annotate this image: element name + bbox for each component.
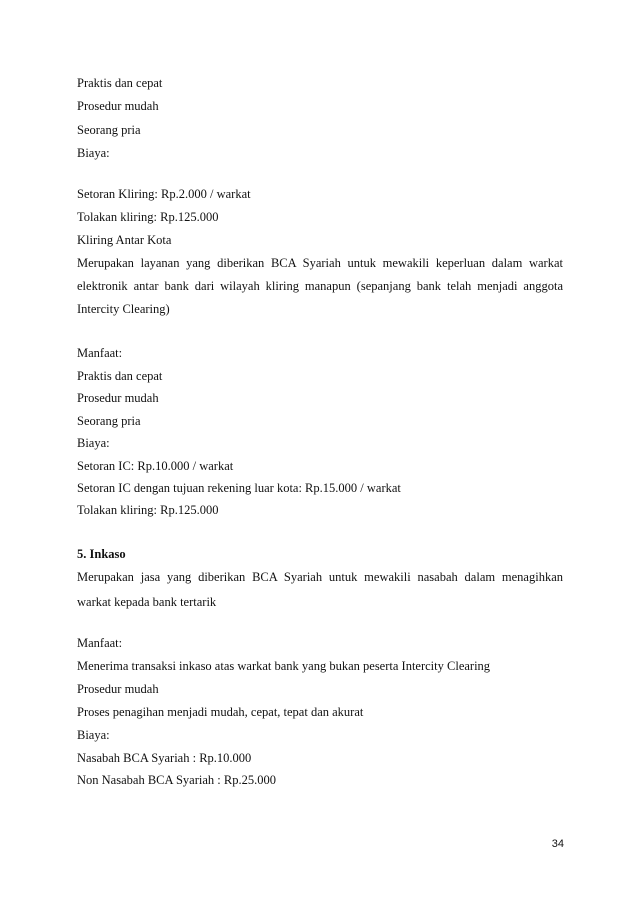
paragraph-line: Merupakan jasa yang diberikan BCA Syariah untuk mewakili nasabah dalam menagihkan: [77, 570, 563, 584]
text-line: Biaya:: [77, 146, 110, 160]
text-line: Proses penagihan menjadi mudah, cepat, tepat dan akurat: [77, 705, 364, 719]
text-line: Manfaat:: [77, 346, 123, 360]
text-line: Menerima transaksi inkaso atas warkat bank yang bukan peserta Intercity Clearing: [77, 659, 491, 673]
text-line: Biaya:: [77, 728, 110, 742]
text-line: Praktis dan cepat: [77, 369, 163, 383]
text-line: Setoran IC: Rp.10.000 / warkat: [77, 459, 234, 473]
text-line: Seorang pria: [77, 414, 141, 428]
text-line: Manfaat:: [77, 636, 123, 650]
paragraph-line: elektronik antar bank dari wilayah kliring manapun (sepanjang bank telah menjadi anggota: [77, 279, 563, 293]
text-line: Tolakan kliring: Rp.125.000: [77, 210, 219, 224]
text-line: Seorang pria: [77, 123, 141, 137]
page-number: 34: [551, 838, 564, 850]
text-line: Setoran IC dengan tujuan rekening luar kota: Rp.15.000 / warkat: [77, 481, 401, 495]
paragraph-line: warkat kepada bank tertarik: [77, 595, 217, 609]
paragraph-line: Intercity Clearing): [77, 302, 170, 316]
section-heading: Kliring Antar Kota: [77, 233, 172, 247]
text-line: Prosedur mudah: [77, 682, 159, 696]
section-heading: 5. Inkaso: [77, 547, 126, 561]
text-line: Prosedur mudah: [77, 391, 159, 405]
paragraph-line: Merupakan layanan yang diberikan BCA Syariah untuk mewakili keperluan dalam warkat: [77, 256, 563, 270]
text-line: Setoran Kliring: Rp.2.000 / warkat: [77, 187, 251, 201]
text-line: Tolakan kliring: Rp.125.000: [77, 503, 219, 517]
text-line: Prosedur mudah: [77, 99, 159, 113]
text-line: Non Nasabah BCA Syariah : Rp.25.000: [77, 773, 276, 787]
text-line: Nasabah BCA Syariah : Rp.10.000: [77, 751, 252, 765]
text-line: Biaya:: [77, 436, 110, 450]
text-line: Praktis dan cepat: [77, 76, 163, 90]
